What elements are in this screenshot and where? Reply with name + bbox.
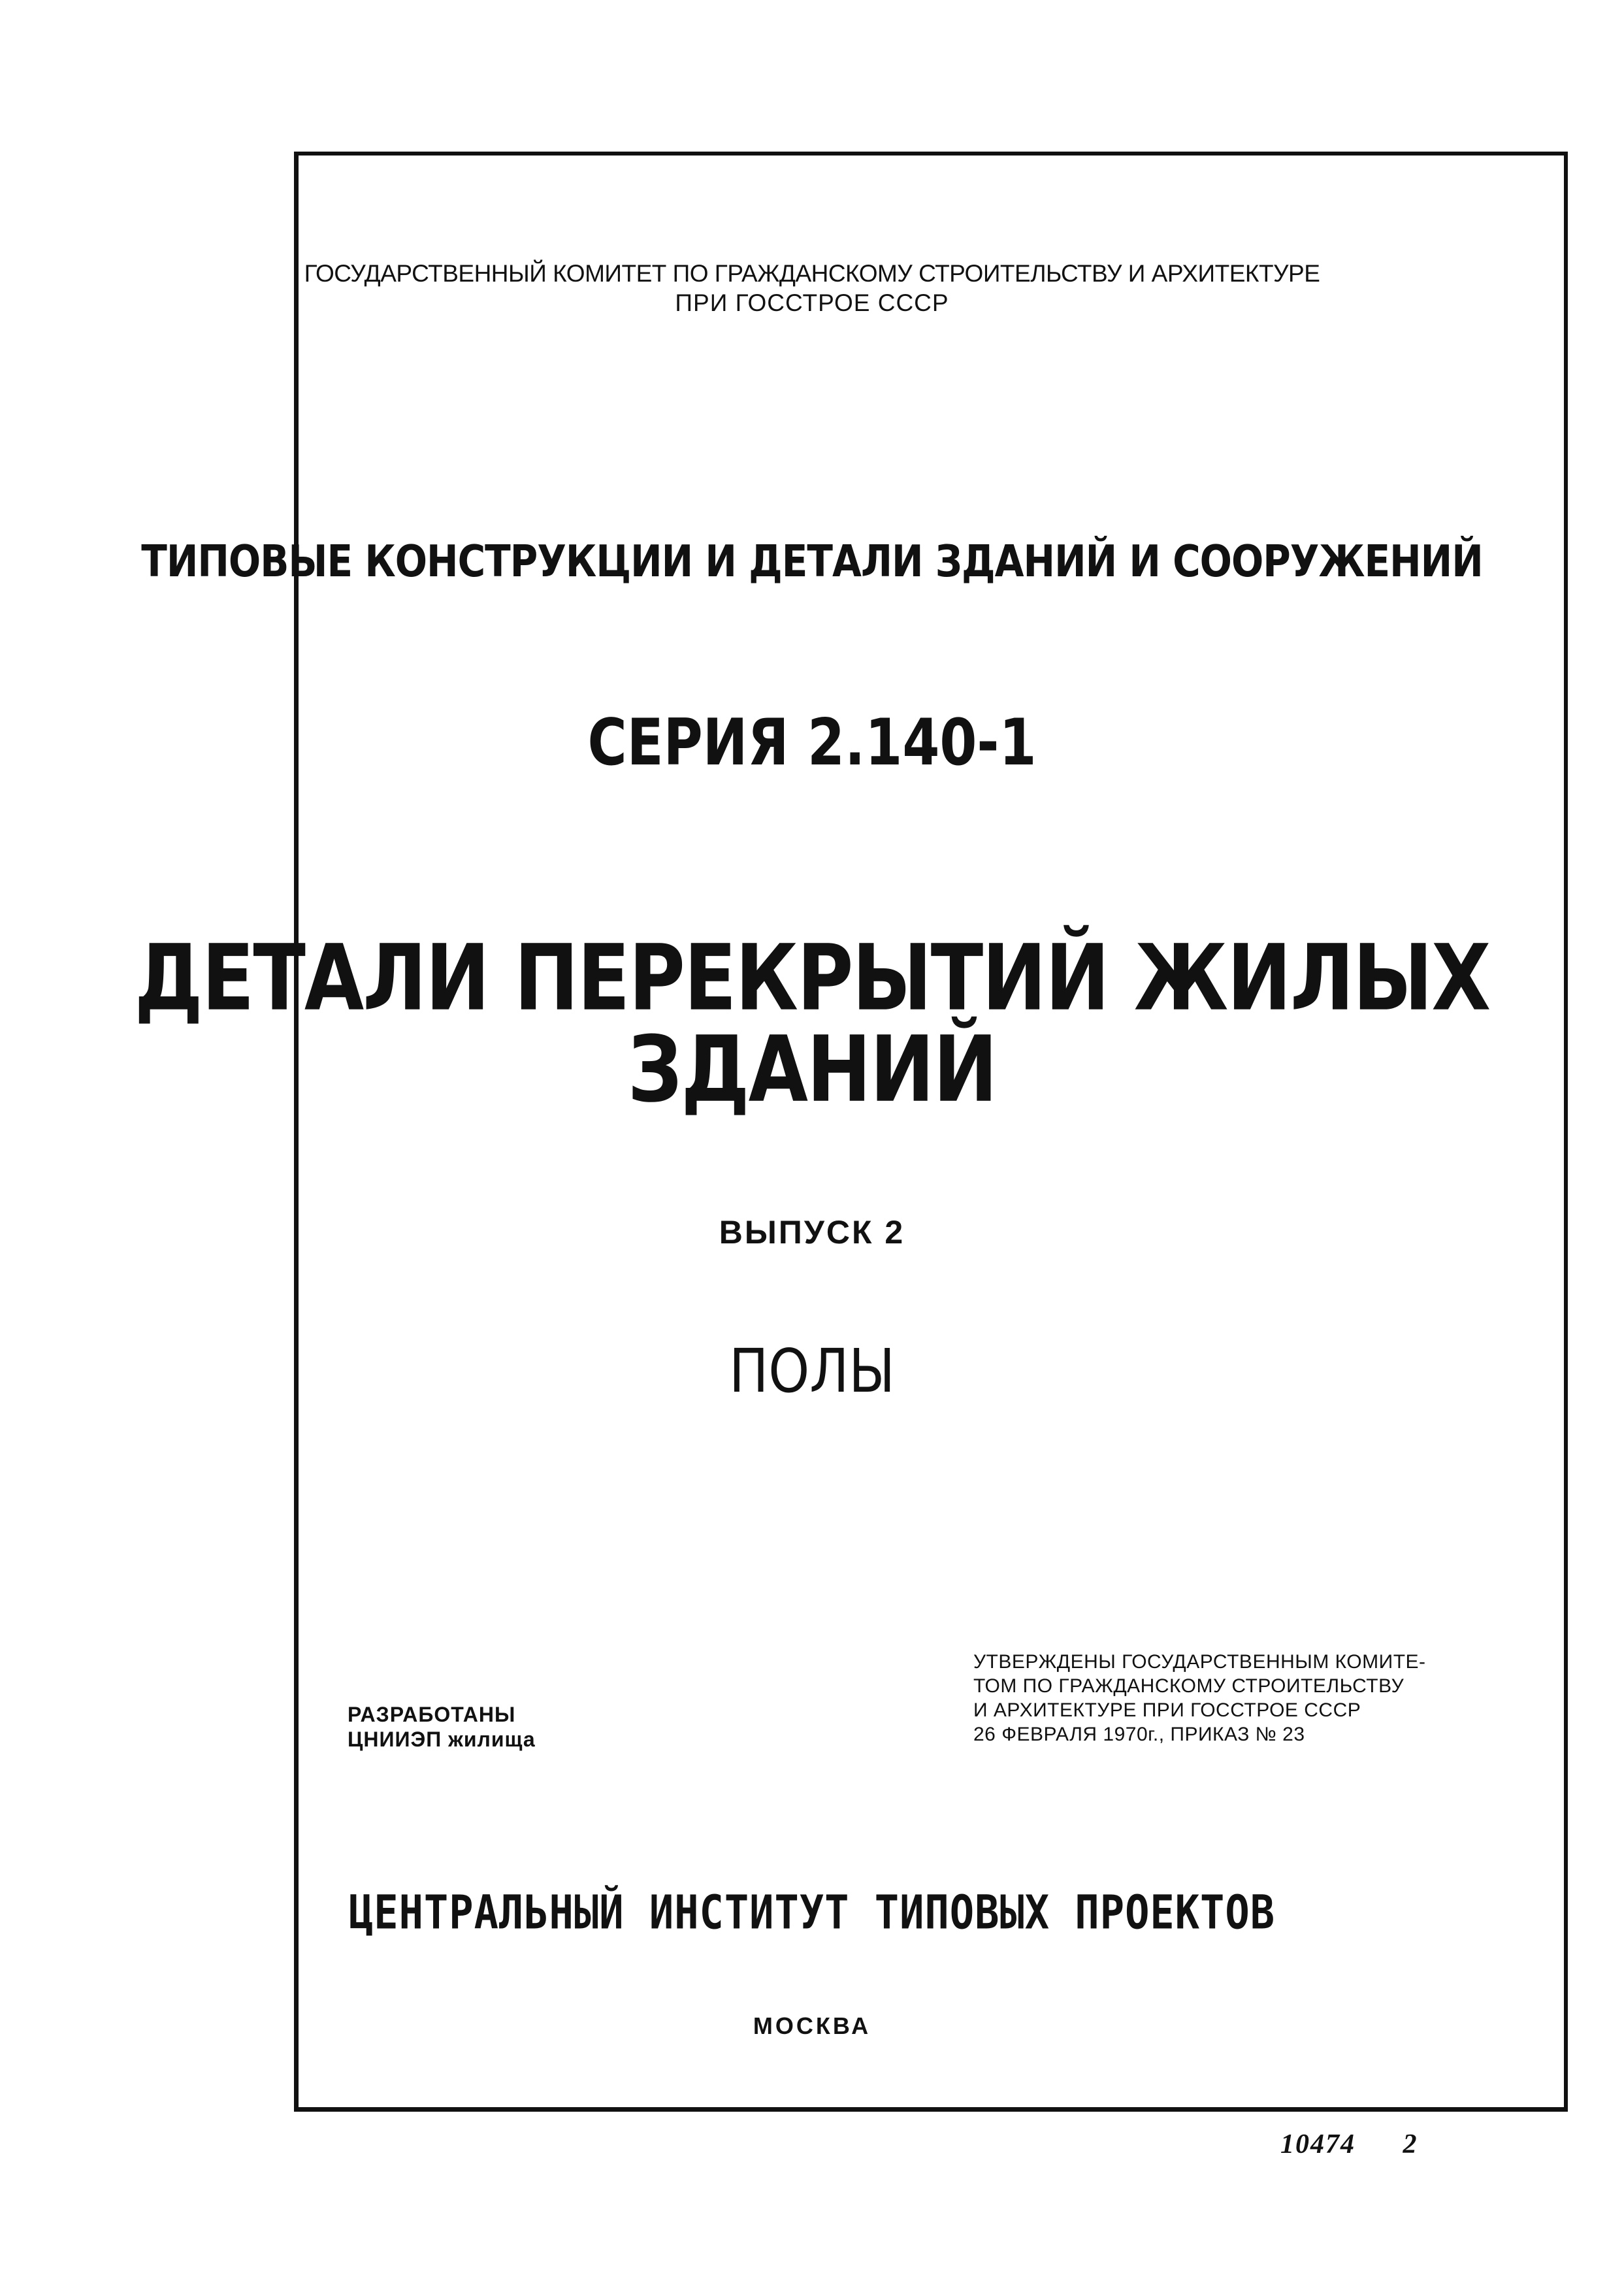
developed-by-organization: ЦНИИЭП жилища xyxy=(348,1728,536,1751)
developed-by-block xyxy=(348,1702,536,1752)
archive-number: 10474 xyxy=(1280,2129,1356,2159)
document-title-line-1: ДЕТАЛИ ПЕРЕКРЫТИЙ ЖИЛЫХ xyxy=(134,925,1490,1031)
page-number: 2 xyxy=(1403,2129,1418,2159)
issue-number: ВЫПУСК 2 xyxy=(719,1214,905,1251)
document-title-line-2: ЗДАНИЙ xyxy=(627,1016,997,1122)
page-border-frame xyxy=(294,152,1568,2112)
typical-constructions-heading: ТИПОВЫЕ КОНСТРУКЦИИ И ДЕТАЛИ ЗДАНИЙ И СООРУЖЕНИЙ xyxy=(141,536,1483,587)
approval-line-3: И АРХИТЕКТУРЕ ПРИ ГОССТРОЕ СССР xyxy=(973,1699,1361,1721)
publisher-city: МОСКВА xyxy=(753,2012,871,2039)
publisher-institute: ЦЕНТРАЛЬНЫЙ ИНСТИТУТ ТИПОВЫХ ПРОЕКТОВ xyxy=(348,1885,1276,1940)
ministry-line-2: ПРИ ГОССТРОЕ СССР xyxy=(675,289,949,316)
approval-line-4: 26 ФЕВРАЛЯ 1970г., ПРИКАЗ № 23 xyxy=(973,1724,1305,1745)
issue-subject: ПОЛЫ xyxy=(729,1336,895,1406)
developed-by-label: РАЗРАБОТАНЫ xyxy=(348,1703,516,1726)
series-number: СЕРИЯ 2.140-1 xyxy=(587,706,1037,780)
archive-stamp xyxy=(1280,2129,1418,2160)
approval-line-2: ТОМ ПО ГРАЖДАНСКОМУ СТРОИТЕЛЬСТВУ xyxy=(973,1675,1405,1697)
approval-block xyxy=(973,1650,1426,1746)
ministry-line-1: ГОСУДАРСТВЕННЫЙ КОМИТЕТ ПО ГРАЖДАНСКОМУ СТРОИТЕЛЬСТВУ И АРХИТЕКТУРЕ xyxy=(304,260,1320,287)
approval-line-1: УТВЕРЖДЕНЫ ГОСУДАРСТВЕННЫМ КОМИТЕ- xyxy=(973,1651,1426,1673)
